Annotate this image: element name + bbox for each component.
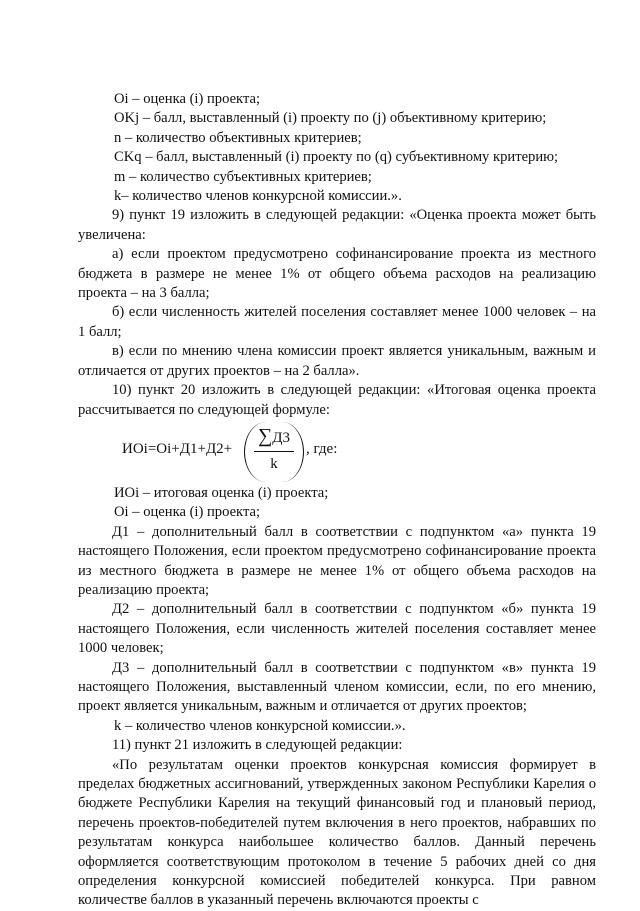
definition-k: k– количество членов конкурсной комиссии.». xyxy=(114,188,402,205)
formula-lhs: ИОi=Oi+Д1+Д2+ xyxy=(122,440,233,457)
sigma-symbol: ∑ xyxy=(258,424,273,447)
paragraph-sub-b: б) если численность жителей поселения составляет менее 1000 человек – на 1 балл; xyxy=(78,304,596,340)
formula-block xyxy=(78,420,596,484)
document-page xyxy=(78,90,596,911)
fraction-bar xyxy=(254,451,294,452)
paragraph-d1: Д1 – дополнительный балл в соответствии с подпунктом «а» пункта 19 настоящего Положения, если проектом предусмотрено софинансирование проекта из местного бюджета в размере не менее 1% от общего объема расходов на реализацию проекта; xyxy=(78,523,596,598)
definition-ioi: ИОi – итоговая оценка (i) проекта; xyxy=(114,484,329,501)
definition-oi: Oi – оценка (i) проекта; xyxy=(114,91,261,107)
paragraph-sub-v: в) если по мнению члена комиссии проект является уникальным, важным и отличается от других проектов – на 2 балла». xyxy=(78,343,596,379)
formula-denominator: k xyxy=(270,455,278,472)
formula-rhs: , где: xyxy=(306,440,338,457)
definition-k-2: k – количество членов конкурсной комиссии.». xyxy=(114,717,406,734)
paragraph-sub-a: а) если проектом предусмотрено софинансирование проекта из местного бюджета в размере не менее 1% от общего объема расходов на реализацию проекта – на 3 балла; xyxy=(78,246,596,302)
definition-okj: OKj – балл, выставленный (i) проекту по (j) объективному критерию; xyxy=(114,110,547,127)
definition-n: n – количество объективных критериев; xyxy=(114,129,362,146)
paragraph-item-10: 10) пункт 20 изложить в следующей редакции: «Итоговая оценка проекта рассчитывается по следующей формуле: xyxy=(78,382,596,418)
paragraph-item-11: 11) пункт 21 изложить в следующей редакции: xyxy=(112,737,403,754)
definition-ckq: CKq – балл, выставленный (i) проекту по (q) субъективному критерию; xyxy=(114,149,559,166)
formula-numerator xyxy=(254,426,294,448)
formula-fraction xyxy=(254,426,294,474)
paragraph-quote: «По результатам оценки проектов конкурсная комиссия формирует в пределах бюджетных ассигнований, утвержденных законом Республики Карелия о бюджете Республики Карелия на текущий финансовый год и плановый период, перечень проектов-победителей путем включения в него проектов, набравших по результатам конкурса наибольшее количество баллов. Данный перечень оформляется соответствующим протоколом в течение 5 рабочих дней со дня определения конкурсной комиссией победителей конкурса. При равном количестве баллов в указанный перечень включаются проекты с xyxy=(78,756,596,909)
paragraph-d3: Д3 – дополнительный балл в соответствии с подпунктом «в» пункта 19 настоящего Положения, выставленный членом комиссии, если, по его мнению, проект является уникальным, важным и отличается от других проектов; xyxy=(78,659,596,715)
paragraph-item-9: 9) пункт 19 изложить в следующей редакции: «Оценка проекта может быть увеличена: xyxy=(78,207,596,243)
definition-oi-2: Oi – оценка (i) проекта; xyxy=(114,504,261,521)
formula-numerator-text: Д3 xyxy=(272,429,290,446)
paragraph-d2: Д2 – дополнительный балл в соответствии с подпунктом «б» пункта 19 настоящего Положения, если численность жителей поселения составляет менее 1000 человек; xyxy=(78,601,596,657)
definition-m: m – количество субъективных критериев; xyxy=(114,168,372,185)
